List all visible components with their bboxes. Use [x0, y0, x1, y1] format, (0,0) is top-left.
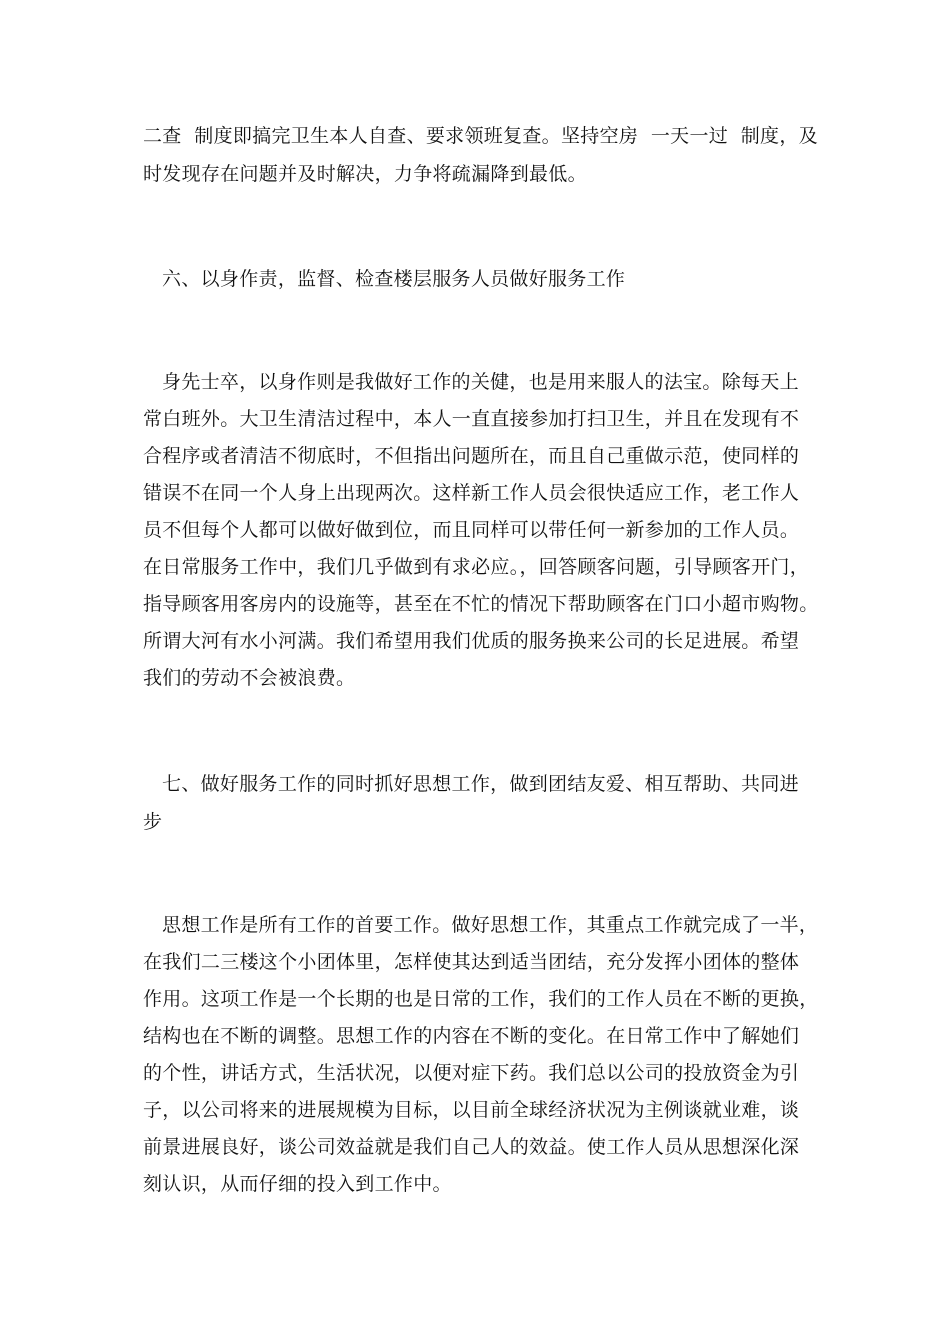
paragraph-1-line: 二查 制度即搞完卫生本人自查、要求领班复查。坚持空房 一天一过 制度，及	[143, 125, 818, 147]
paragraph-2-line: 常白班外。大卫生清洁过程中，本人一直直接参加打扫卫生，并且在发现有不	[143, 408, 800, 430]
section-6-heading: 六、以身作责，监督、检查楼层服务人员做好服务工作	[143, 268, 626, 290]
paragraph-3-line: 在我们二三楼这个小团体里，怎样使其达到适当团结，充分发挥小团体的整体	[143, 951, 800, 973]
paragraph-2-line: 所谓大河有水小河满。我们希望用我们优质的服务换来公司的长足进展。希望	[143, 630, 800, 652]
paragraph-3-line: 子，以公司将来的进展规模为目标，以目前全球经济状况为主例谈就业难，谈	[143, 1099, 800, 1121]
paragraph-2-line: 合程序或者清洁不彻底时，不但指出问题所在，而且自己重做示范，使同样的	[143, 445, 800, 467]
paragraph-2-line: 指导顾客用客房内的设施等，甚至在不忙的情况下帮助顾客在门口小超市购物。	[143, 593, 819, 615]
paragraph-3-line: 思想工作是所有工作的首要工作。做好思想工作，其重点工作就完成了一半，	[143, 914, 819, 936]
paragraph-2-line: 员不但每个人都可以做好做到位，而且同样可以带任何一新参加的工作人员。	[143, 519, 800, 541]
paragraph-3-line: 作用。这项工作是一个长期的也是日常的工作，我们的工作人员在不断的更换，	[143, 988, 819, 1010]
paragraph-2-line: 错误不在同一个人身上出现两次。这样新工作人员会很快适应工作，老工作人	[143, 482, 800, 504]
section-7-heading: 步	[143, 811, 163, 833]
paragraph-2-line: 我们的劳动不会被浪费。	[143, 667, 356, 689]
paragraph-1-line: 时发现存在问题并及时解决，力争将疏漏降到最低。	[143, 163, 587, 185]
paragraph-2-line: 在日常服务工作中，我们几乎做到有求必应。，回答顾客问题，引导顾客开门，	[143, 556, 810, 578]
paragraph-3-line: 结构也在不断的调整。思想工作的内容在不断的变化。在日常工作中了解她们	[143, 1025, 800, 1047]
paragraph-3-line: 前景进展良好，谈公司效益就是我们自己人的效益。使工作人员从思想深化深	[143, 1136, 800, 1158]
paragraph-3-line: 刻认识，从而仔细的投入到工作中。	[143, 1173, 452, 1195]
paragraph-2-line: 身先士卒，以身作则是我做好工作的关健，也是用来服人的法宝。除每天上	[143, 371, 799, 393]
paragraph-3-line: 的个性，讲话方式，生活状况，以便对症下药。我们总以公司的投放资金为引	[143, 1062, 800, 1084]
section-7-heading: 七、做好服务工作的同时抓好思想工作，做到团结友爱、相互帮助、共同进	[143, 773, 799, 795]
